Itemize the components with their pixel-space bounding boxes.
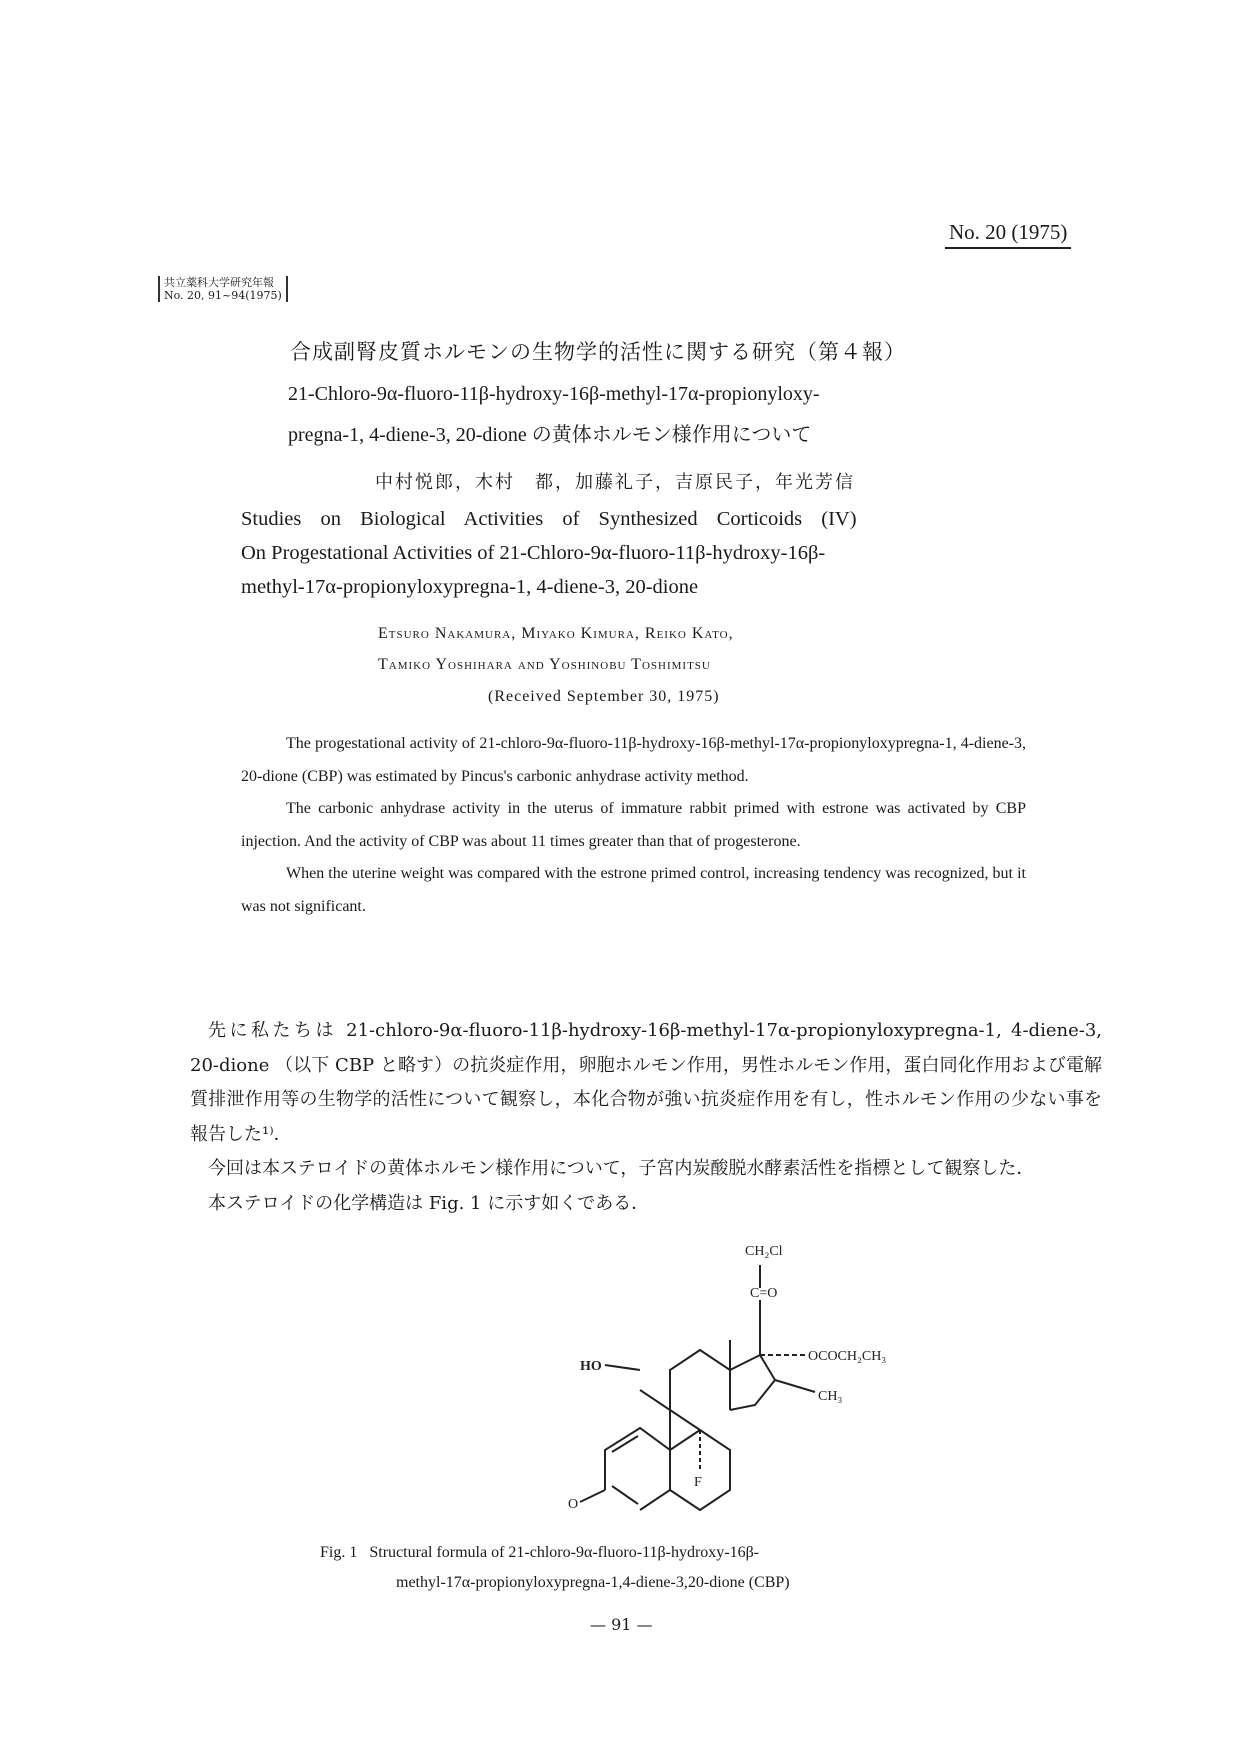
structural-formula-figure — [560, 1240, 980, 1530]
body-paragraph: 今回は本ステロイドの黄体ホルモン様作用について，子宮内炭酸脱水酵素活性を指標として観察した． — [208, 1158, 1035, 1179]
steroid-skeleton — [580, 1265, 815, 1510]
journal-name: 共立薬科大学研究年報 — [164, 276, 274, 289]
abstract-paragraph: The progestational activity of 21-chloro-9α-fluoro-11β-hydroxy-16β-methyl-17α-propionyloxypregna-1, 4-diene-3, 20-dione (CBP) was estimated by Pincus's carbonic anhydrase activity method. — [241, 735, 1026, 785]
journal-volume-pages: No. 20, 91~94(1975) — [164, 289, 282, 302]
page-number: — 91 — — [590, 1615, 653, 1634]
journal-reference — [158, 276, 288, 302]
body-text — [190, 1014, 1102, 1221]
caption-line-2: methyl-17α-propionyloxypregna-1,4-diene-3,20-dione (CBP) — [396, 1574, 790, 1591]
methyl-label: CH₃ — [818, 1389, 843, 1404]
abstract-paragraph: The carbonic anhydrase activity in the uterus of immature rabbit primed with estrone was activated by CBP injection. And the activity of CBP was about 11 times greater than that of progesterone. — [241, 800, 1026, 850]
authors-japanese: 中村悦郎，木村 都，加藤礼子，吉原民子，年光芳信 — [375, 472, 855, 493]
subtitle-line-2: pregna-1, 4-diene-3, 20-dione の黄体ホルモン様作用について — [288, 424, 812, 446]
carbonyl-label: C=O — [750, 1286, 778, 1301]
ketone-oxygen-label: O — [568, 1497, 579, 1512]
title-japanese: 合成副腎皮質ホルモンの生物学的活性に関する研究（第４報） — [290, 340, 906, 364]
fluoro-label: F — [694, 1475, 702, 1490]
title-english-line-3: methyl-17α-propionyloxypregna-1, 4-diene-3, 20-dione — [241, 576, 699, 598]
abstract-paragraph: When the uterine weight was compared with the estrone primed control, increasing tendency was recognized, but it was not significant. — [241, 865, 1026, 915]
title-english-line-1: Studies on Biological Activities of Synthesized Corticoids (IV) — [241, 508, 857, 530]
authors-english-line-2: Tamiko Yoshihara and Yoshinobu Toshimitsu — [378, 656, 711, 673]
propionyloxy-label: OCOCH₂CH₃ — [808, 1349, 887, 1364]
body-paragraph: 先に私たちは 21-chloro-9α-fluoro-11β-hydroxy-16β-methyl-17α-propionyloxypregna-1, 4-diene-3, 20-dione （以下 CBP と略す）の抗炎症作用，卵胞ホルモン作用，男性ホルモン作用，蛋白同化作用および電解質排泄作用等の生物学的活性について観察し，本化合物が強い抗炎症作用を有し，性ホルモン作用の少ない事を報告した¹⁾． — [190, 1020, 1102, 1145]
received-date: (Received September 30, 1975) — [488, 688, 720, 705]
abstract — [241, 728, 1026, 923]
caption-line-1: Fig. 1 Structural formula of 21-chloro-9α-fluoro-11β-hydroxy-16β- — [320, 1544, 760, 1561]
issue-number: No. 20 (1975) — [945, 220, 1071, 249]
title-english-line-2: On Progestational Activities of 21-Chloro-9α-fluoro-11β-hydroxy-16β- — [241, 542, 826, 564]
hydroxy-label: HO — [580, 1359, 602, 1374]
chloromethyl-label: CH₂Cl — [745, 1244, 783, 1259]
subtitle-line-1: 21-Chloro-9α-fluoro-11β-hydroxy-16β-methyl-17α-propionyloxy- — [288, 383, 820, 405]
body-paragraph: 本ステロイドの化学構造は Fig. 1 に示す如くである． — [208, 1192, 650, 1214]
figure-caption — [320, 1538, 790, 1598]
authors-english-line-1: Etsuro Nakamura, Miyako Kimura, Reiko Kato, — [378, 625, 734, 642]
